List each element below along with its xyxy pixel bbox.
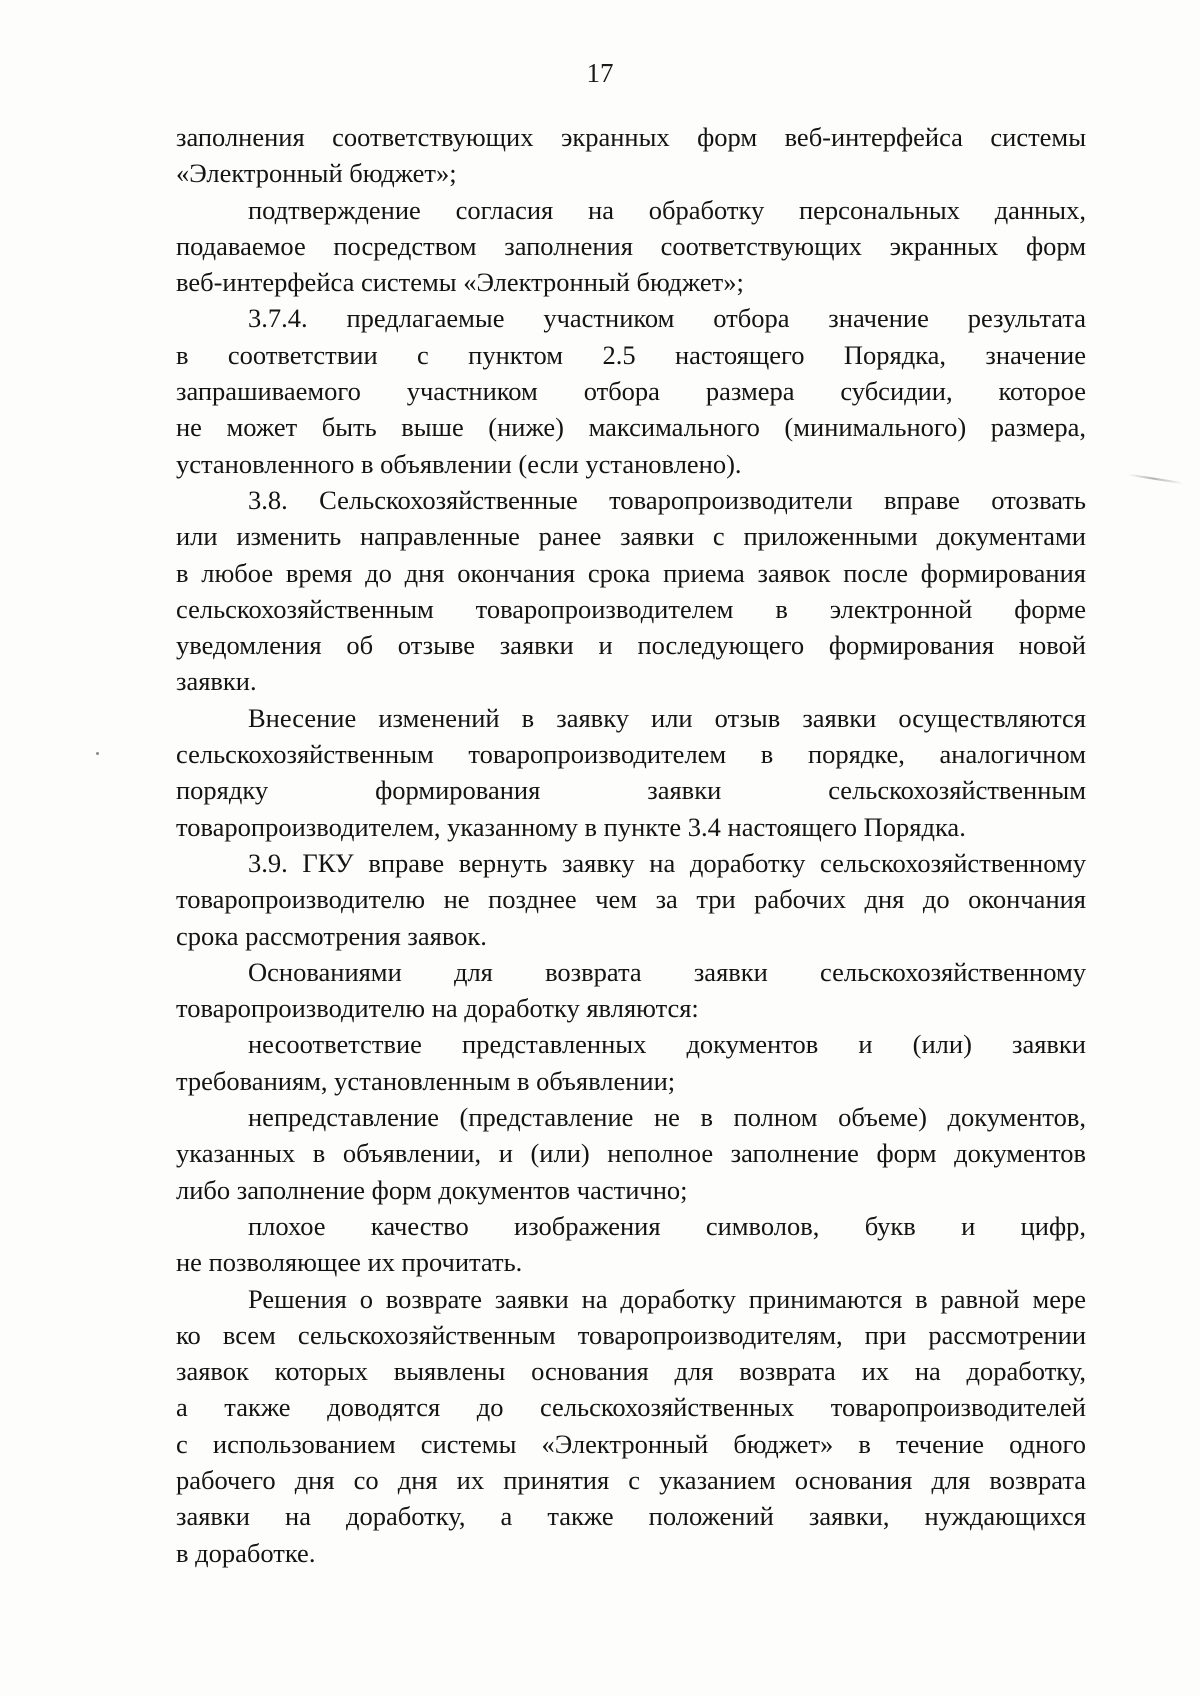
text-line: ко всем сельскохозяйственным товаропроизводителям, при рассмотрении bbox=[176, 1319, 1086, 1350]
paragraph-continuation bbox=[176, 119, 1086, 192]
text-line: в любое время до дня окончания срока приема заявок после формирования bbox=[176, 557, 1086, 588]
text-line: установленного в объявлении (если установлено). bbox=[176, 448, 742, 479]
text-line: веб-интерфейса системы «Электронный бюджет»; bbox=[176, 267, 744, 298]
text-line: или изменить направленные ранее заявки с приложенными документами bbox=[176, 521, 1086, 552]
text-line: 3.9. ГКУ вправе вернуть заявку на доработку сельскохозяйственному bbox=[248, 847, 1086, 878]
text-line: сельскохозяйственным товаропроизводителем в порядке, аналогичном bbox=[176, 739, 1086, 770]
scan-artifact bbox=[1128, 474, 1184, 485]
text-line: либо заполнение форм документов частично; bbox=[176, 1174, 688, 1205]
text-line: товаропроизводителем, указанному в пункте 3.4 настоящего Порядка. bbox=[176, 811, 966, 842]
text-line: плохое качество изображения символов, букв и цифр, bbox=[248, 1210, 1086, 1241]
text-line: подаваемое посредством заполнения соответствующих экранных форм bbox=[176, 230, 1086, 261]
text-line: не позволяющее их прочитать. bbox=[176, 1247, 523, 1278]
text-line: Внесение изменений в заявку или отзыв заявки осуществляются bbox=[248, 702, 1086, 733]
text-line: в соответствии с пунктом 2.5 настоящего Порядка, значение bbox=[176, 339, 1086, 370]
scan-artifact bbox=[96, 752, 99, 755]
text-line: запрашиваемого участником отбора размера субсидии, которое bbox=[176, 376, 1086, 407]
text-line: в доработке. bbox=[176, 1537, 316, 1568]
text-line: порядку формирования заявки сельскохозяйственным bbox=[176, 775, 1086, 806]
text-line: рабочего дня со дня их принятия с указанием основания для возврата bbox=[176, 1464, 1086, 1495]
text-line: 3.7.4. предлагаемые участником отбора значение результата bbox=[248, 303, 1086, 334]
text-line: заполнения соответствующих экранных форм веб-интерфейса системы bbox=[176, 122, 1086, 152]
paragraph-3-7-4 bbox=[176, 300, 1086, 481]
paragraph-3-9 bbox=[176, 845, 1086, 954]
paragraph-3-8 bbox=[176, 482, 1086, 700]
text-line: сельскохозяйственным товаропроизводителем в электронной форме bbox=[176, 593, 1086, 624]
paragraph-ground-mismatch bbox=[176, 1026, 1086, 1099]
text-line: заявки. bbox=[176, 666, 257, 697]
text-line: «Электронный бюджет»; bbox=[176, 158, 457, 189]
text-line: подтверждение согласия на обработку персональных данных, bbox=[248, 194, 1086, 225]
text-line: а также доводятся до сельскохозяйственных товаропроизводителей bbox=[176, 1392, 1086, 1423]
document-body bbox=[176, 119, 1086, 1571]
paragraph-consent bbox=[176, 192, 1086, 301]
text-line: Решения о возврате заявки на доработку принимаются в равной мере bbox=[248, 1283, 1086, 1314]
text-line: непредставление (представление не в полном объеме) документов, bbox=[248, 1102, 1086, 1133]
page-number: 17 bbox=[586, 58, 614, 88]
text-line: срока рассмотрения заявок. bbox=[176, 920, 487, 951]
text-line: заявок которых выявлены основания для возврата их на доработку, bbox=[176, 1356, 1086, 1387]
text-line: указанных в объявлении, и (или) неполное заполнение форм документов bbox=[176, 1138, 1086, 1169]
text-line: товаропроизводителю не позднее чем за три рабочих дня до окончания bbox=[176, 884, 1086, 915]
paragraph-ground-quality bbox=[176, 1208, 1086, 1281]
text-line: товаропроизводителю на доработку являются: bbox=[176, 993, 699, 1024]
paragraph-decisions bbox=[176, 1281, 1086, 1571]
text-line: с использованием системы «Электронный бюджет» в течение одного bbox=[176, 1428, 1086, 1459]
paragraph-ground-incomplete bbox=[176, 1099, 1086, 1208]
text-line: несоответствие представленных документов и (или) заявки bbox=[248, 1029, 1086, 1060]
text-line: требованиям, установленным в объявлении; bbox=[176, 1065, 676, 1096]
text-line: уведомления об отзыве заявки и последующего формирования новой bbox=[176, 630, 1086, 661]
paragraph-grounds bbox=[176, 954, 1086, 1027]
text-line: не может быть выше (ниже) максимального (минимального) размера, bbox=[176, 412, 1086, 443]
text-line: Основаниями для возврата заявки сельскохозяйственному bbox=[248, 956, 1086, 987]
paragraph-changes bbox=[176, 700, 1086, 845]
text-line: заявки на доработку, а также положений заявки, нуждающихся bbox=[176, 1501, 1086, 1532]
text-line: 3.8. Сельскохозяйственные товаропроизводители вправе отозвать bbox=[248, 484, 1086, 515]
